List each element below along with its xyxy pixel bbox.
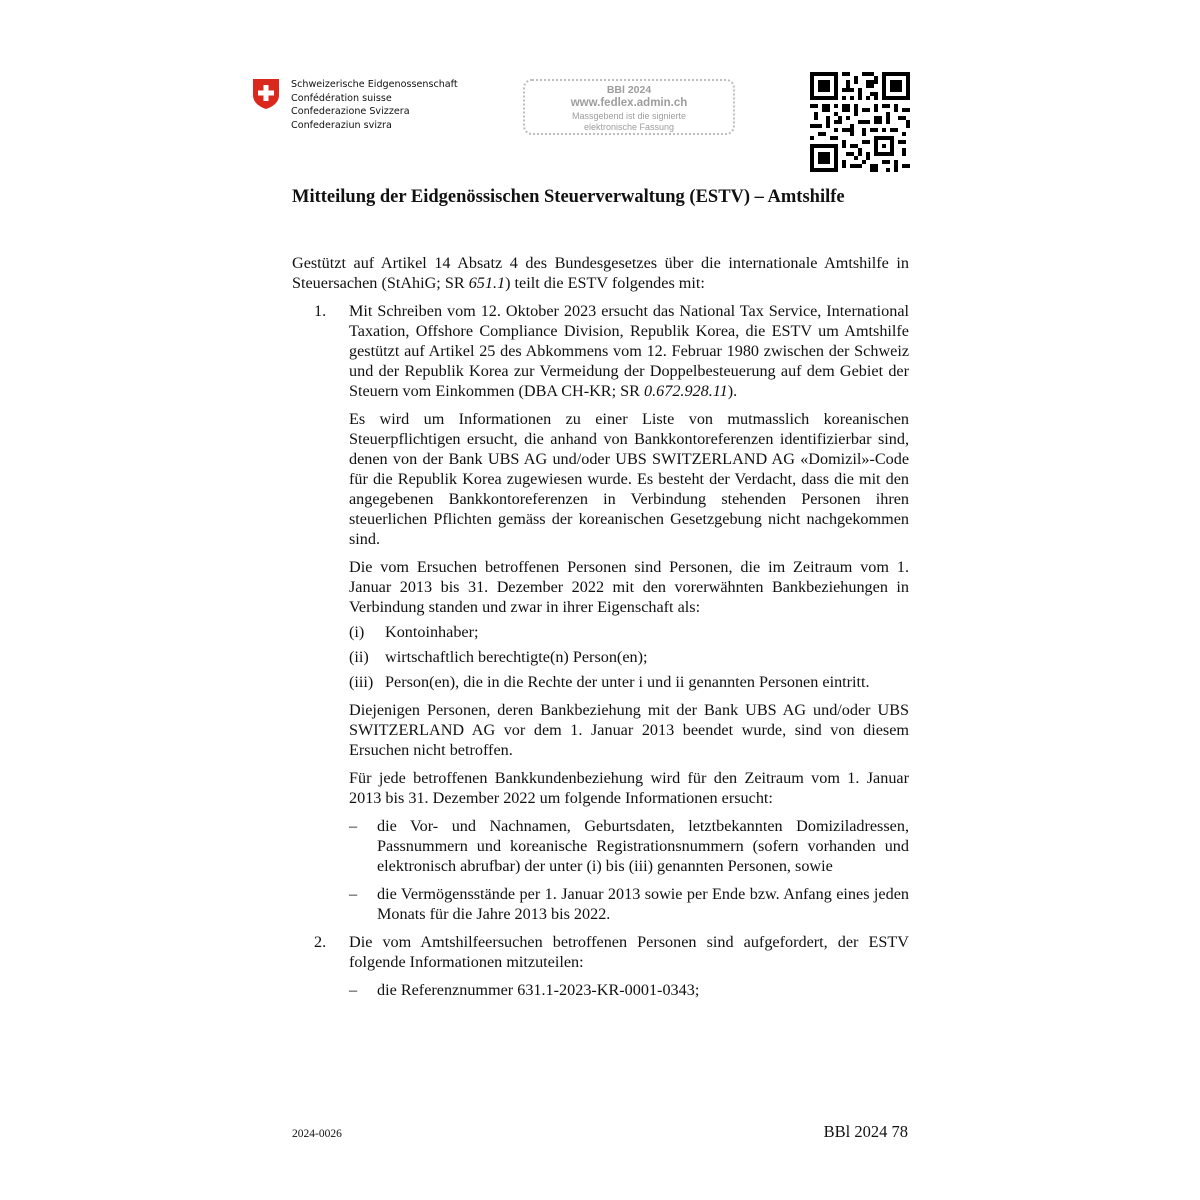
role-item — [349, 647, 909, 667]
dash-marker: – — [349, 817, 358, 835]
dash-marker: – — [349, 981, 358, 999]
dash-item-text: die Referenznummer 631.1-2023-KR-0001-0343; — [377, 981, 700, 999]
item-1-paragraph-1 — [349, 301, 909, 401]
role-item — [349, 672, 909, 692]
publication-stamp — [523, 79, 735, 135]
item-number: 1. — [314, 302, 327, 320]
item-1-text-end: ). — [727, 382, 738, 400]
dash-list-item — [349, 884, 909, 924]
confederation-name-fr: Confédération suisse — [291, 92, 392, 104]
swiss-shield-icon — [252, 78, 280, 110]
role-text: Kontoinhaber; — [385, 623, 479, 641]
dash-marker: – — [349, 885, 358, 903]
item-number: 2. — [314, 933, 327, 951]
role-number: (iii) — [349, 673, 374, 691]
stamp-line-3: Massgebend ist die signierte — [571, 111, 687, 121]
dash-list-item — [349, 816, 909, 876]
role-text: Person(en), die in die Rechte der unter i und ii genannten Personen eintritt. — [385, 673, 870, 691]
item-1-paragraph-3: Die vom Ersuchen betroffenen Personen sind Personen, die im Zeitraum vom 1. Januar 2013 bis 31. Dezember 2022 mit den vorerwähnten Bankbeziehungen in Verbindung standen und zwar in ihrer Eigenschaft als: — [349, 558, 909, 616]
page-reference: BBl 2024 78 — [823, 1122, 908, 1141]
intro-text-start: Gestützt auf Artikel 14 Absatz 4 des Bundesgesetzes über die internationale Amtshilfe in Steuersachen (StAhiG; SR — [292, 254, 909, 292]
intro-sr-reference: 651.1 — [468, 274, 506, 292]
confederation-name-de: Schweizerische Eidgenossenschaft — [291, 79, 458, 90]
item-1-paragraph-4: Diejenigen Personen, deren Bankbeziehung mit der Bank UBS AG und/oder UBS SWITZERLAND AG vor dem 1. Januar 2013 beendet wurde, sind von diesem Ersuchen nicht betroffen. — [349, 701, 909, 759]
dash-item-text: die Vermögensstände per 1. Januar 2013 sowie per Ende bzw. Anfang eines jeden Monats für die Jahre 2013 bis 2022. — [377, 885, 909, 923]
stamp-line-4: elektronische Fassung — [583, 122, 675, 132]
confederation-names — [291, 78, 491, 132]
item-2-paragraph-1: Die vom Amtshilfeersuchen betroffenen Personen sind aufgefordert, der ESTV folgende Informationen mitzuteilen: — [349, 933, 909, 971]
intro-text-end: ) teilt die ESTV folgendes mit: — [505, 274, 705, 292]
intro-paragraph — [292, 253, 909, 293]
item-content — [349, 932, 909, 1000]
numbered-item-2 — [292, 932, 909, 1000]
item-content — [349, 301, 909, 924]
role-text: wirtschaftlich berechtigte(n) Person(en); — [385, 648, 648, 666]
role-number: (i) — [349, 623, 365, 641]
stamp-line-2: www.fedlex.admin.ch — [570, 97, 688, 109]
dash-list-item — [349, 980, 909, 1000]
document-body — [292, 253, 909, 1000]
item-1-paragraph-5: Für jede betroffenen Bankkundenbeziehung wird für den Zeitraum vom 1. Januar 2013 bis 31. Dezember 2022 um folgende Informationen ersucht: — [349, 769, 909, 807]
item-1-text-start: Mit Schreiben vom 12. Oktober 2023 ersucht das National Tax Service, International Taxation, Offshore Compliance Division, Republik Korea, die ESTV um Amtshilfe gestützt auf Artikel 25 des Abkommens vom 12. Februar 1980 zwischen der Schweiz und der Republik Korea zur Vermeidung der Doppelbesteuerung auf dem Gebiet der Steuern vom Einkommen (DBA CH-KR; SR — [349, 302, 909, 400]
numbered-item-1 — [292, 301, 909, 924]
document-number: 2024-0026 — [292, 1128, 342, 1140]
item-1-sr-reference: 0.672.928.11 — [643, 382, 728, 400]
confederation-name-it: Confederazione Svizzera — [291, 106, 410, 117]
dash-item-text: die Vor- und Nachnamen, Geburtsdaten, letztbekannten Domiziladressen, Passnummern und koreanische Registrationsnummern (sofern vorhanden und elektronisch abrufbar) der unter (i) bis (iii) genannten Personen, sowie — [377, 817, 909, 875]
qr-code-icon — [810, 72, 910, 172]
item-1-paragraph-2: Es wird um Informationen zu einer Liste von mutmasslich koreanischen Steuerpflichtigen ersucht, die anhand von Bankkontoreferenzen identifizierbar sind, denen von der Bank UBS AG und/oder UBS SWITZERLAND AG «Domizil»-Code für die Republik Korea zugewiesen wurde. Es besteht der Verdacht, dass die mit den angegebenen Bankkontoreferenzen in Verbindung stehenden Personen ihren steuerlichen Pflichten gemäss der koreanischen Gesetzgebung nicht nachgekommen sind. — [349, 410, 909, 548]
stamp-line-1: BBl 2024 — [606, 84, 652, 96]
document-title: Mitteilung der Eidgenössischen Steuerverwaltung (ESTV) – Amtshilfe — [292, 187, 845, 207]
role-item — [349, 622, 909, 642]
role-number: (ii) — [349, 648, 369, 666]
confederation-name-rm: Confederaziun svizra — [291, 119, 392, 131]
